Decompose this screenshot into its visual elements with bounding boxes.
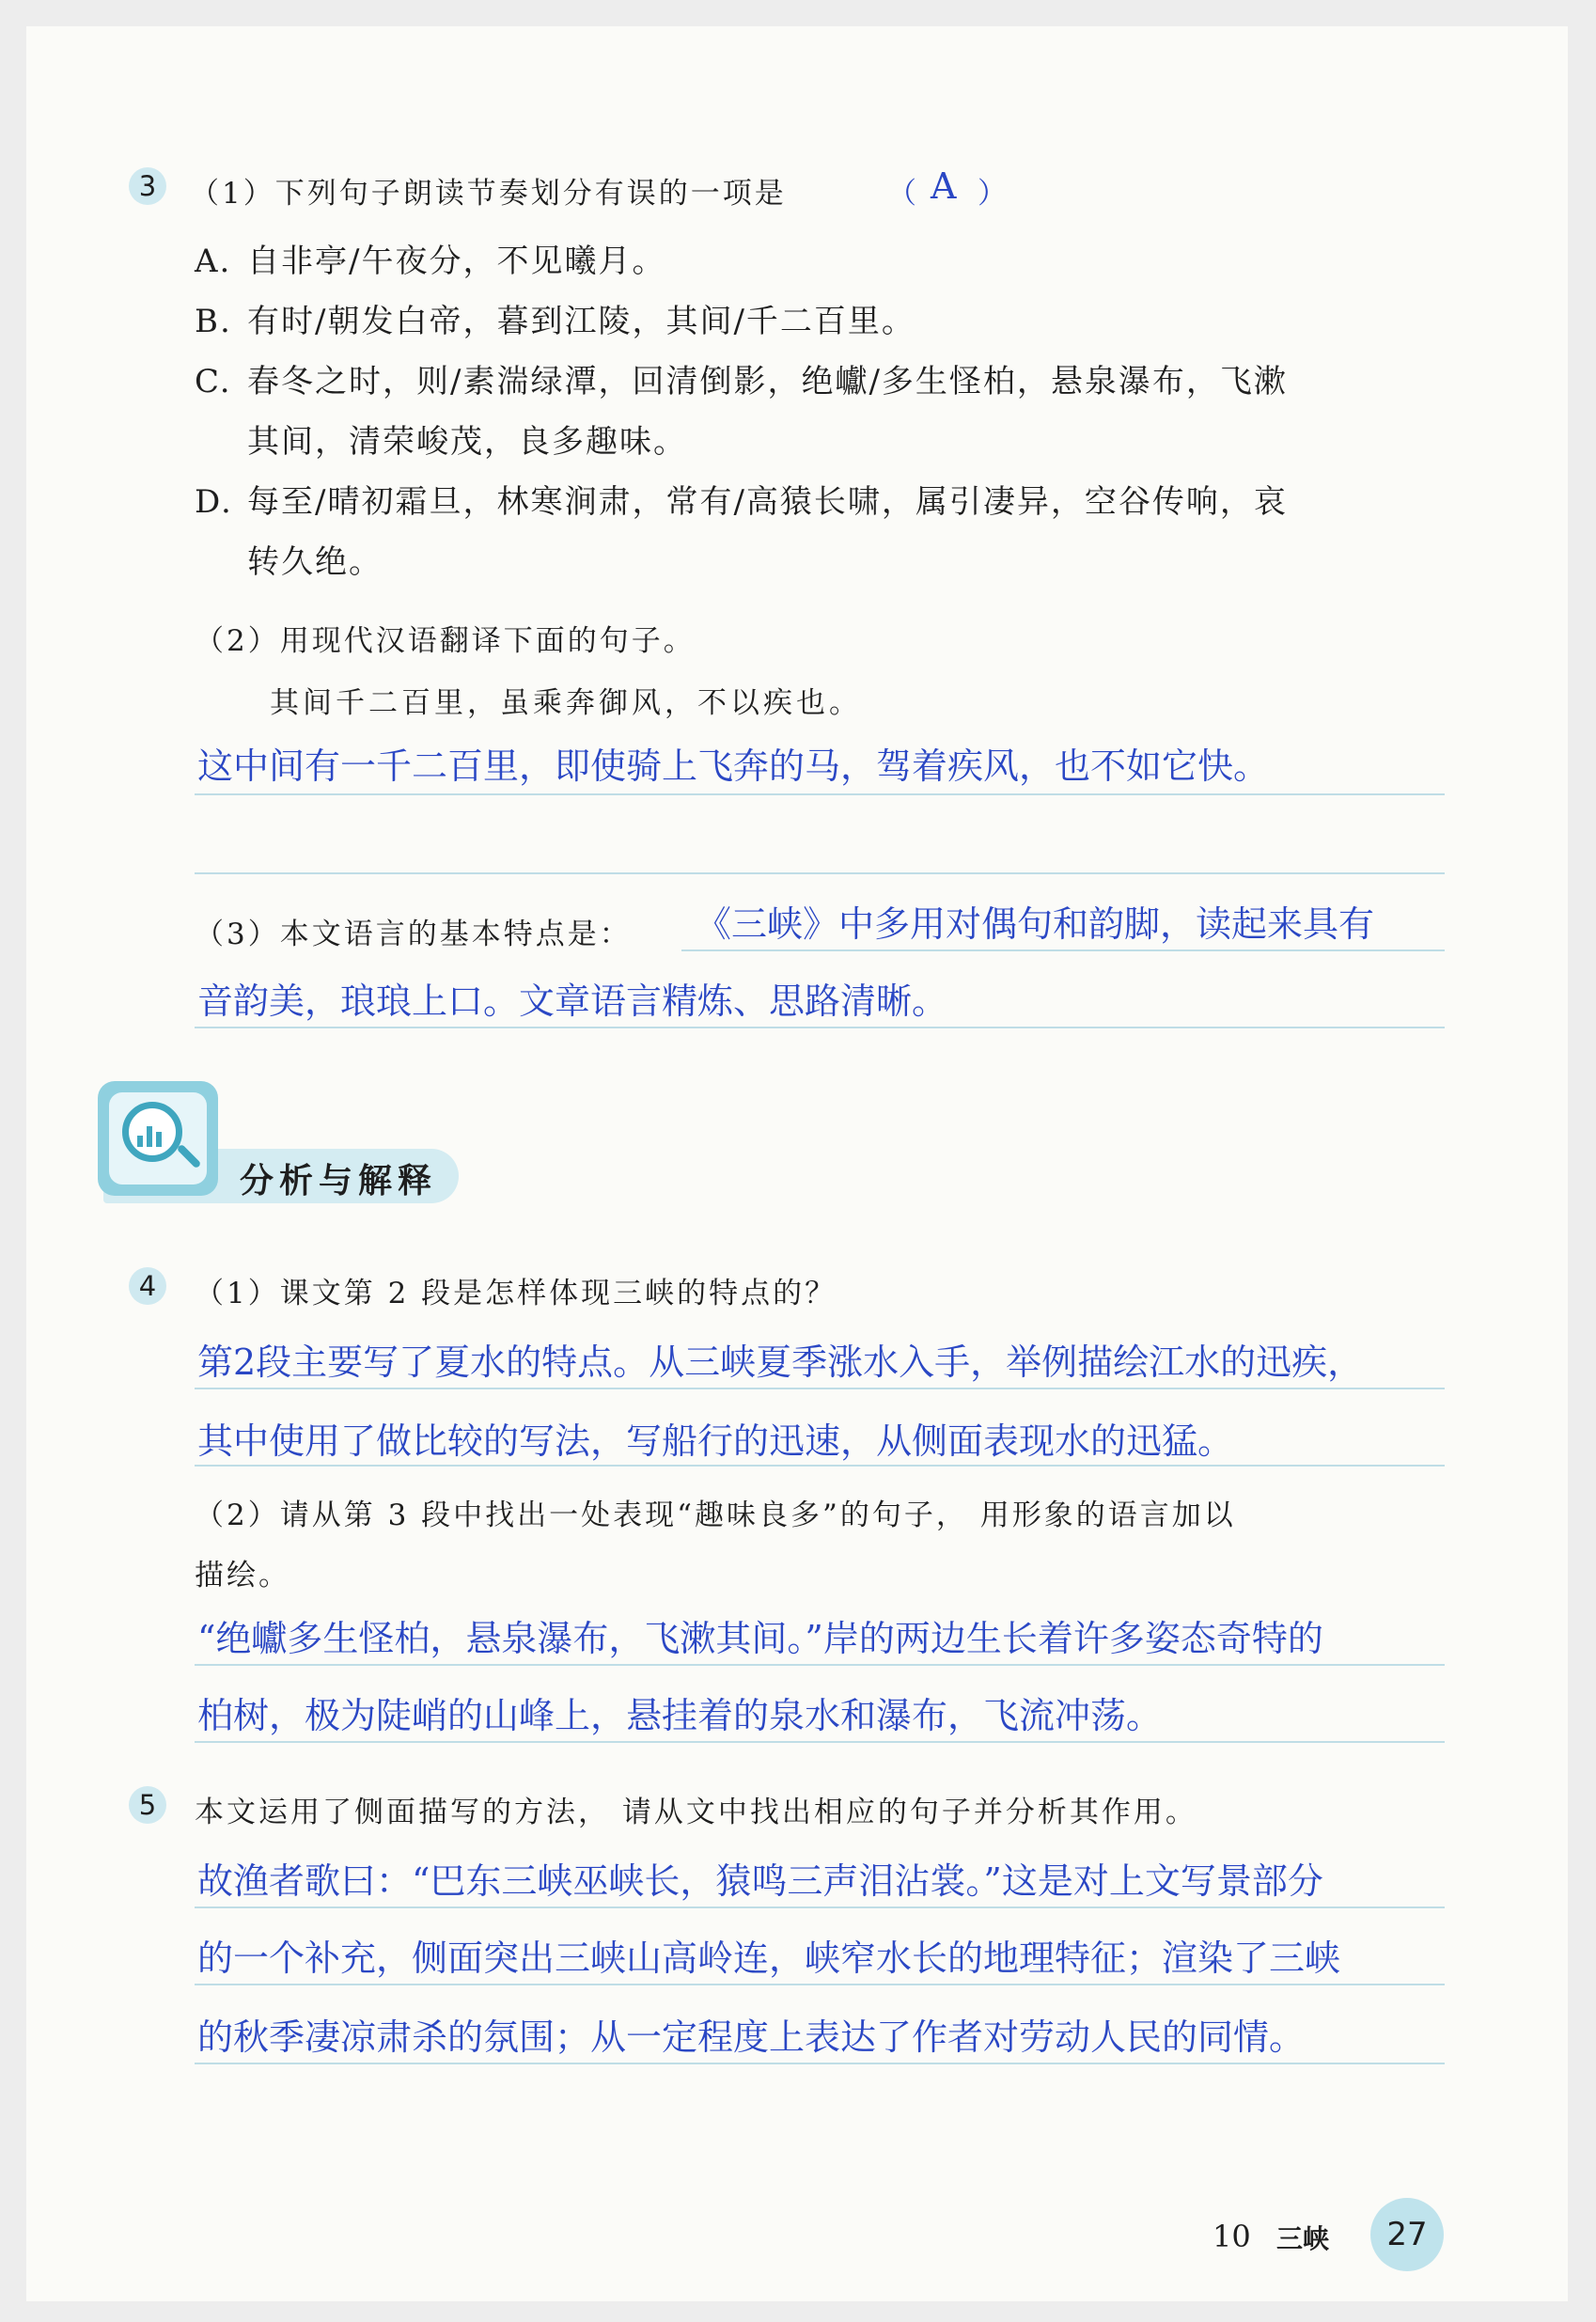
q5-answer-line2: 的一个补充，侧面突出三峡山高岭连，峡窄水长的地理特征；渲染了三峡 (197, 1938, 1341, 1979)
option-c-text: 春冬之时，则/素湍绿潭，回清倒影，绝巘/多生怪柏，悬泉瀑布，飞漱 (247, 363, 1288, 400)
q3-part1-prompt: （1）下列句子朗读节奏划分有误的一项是 (190, 177, 787, 211)
answer-line (195, 793, 1445, 795)
question-number-5: 5 (129, 1786, 166, 1824)
answer-line (681, 949, 1445, 951)
option-d-continuation: 转久绝。 (247, 543, 383, 581)
section-title: 分析与解释 (240, 1161, 438, 1200)
q5-answer-line3: 的秋季凄凉肃杀的氛围；从一定程度上表达了作者对劳动人民的同情。 (197, 2016, 1306, 2058)
q5-answer-line1: 故渔者歌曰：“巴东三峡巫峡长，猿鸣三声泪沾裳。”这是对上文写景部分 (197, 1860, 1323, 1902)
answer-line (195, 1741, 1445, 1743)
magnifier-chart-icon (98, 1081, 218, 1196)
q4-part2-prompt-line2: 描绘。 (195, 1559, 290, 1592)
answer-line (195, 872, 1445, 874)
q4-part1-answer-line1: 第2段主要写了夏水的特点。从三峡夏季涨水入手，举例描绘江水的迅疾， (197, 1341, 1364, 1383)
answer-line (195, 1465, 1445, 1467)
option-d (195, 476, 1288, 522)
q4-part2-answer-line1: “绝巘多生怪柏，悬泉瀑布，飞漱其间。”岸的两边生长着许多姿态奇特的 (197, 1618, 1323, 1659)
option-c (195, 355, 1288, 401)
answer-line (195, 1664, 1445, 1666)
option-b-text: 有时/朝发白帝，暮到江陵，其间/千二百里。 (247, 303, 915, 340)
answer-line (195, 1388, 1445, 1389)
answer-line (195, 2063, 1445, 2064)
q4-part2-answer-line2: 柏树，极为陡峭的山峰上，悬挂着的泉水和瀑布，飞流冲荡。 (197, 1695, 1163, 1736)
q3-part3-prompt: （3）本文语言的基本特点是： (195, 918, 632, 951)
option-b-letter: B. (195, 303, 232, 340)
question-number-3: 3 (129, 167, 166, 205)
lesson-number: 10 (1213, 2219, 1251, 2254)
q4-part1-prompt: （1）课文第 2 段是怎样体现三峡的特点的？ (195, 1277, 837, 1310)
q3-part3-answer-line1: 《三峡》中多用对偶句和韵脚，读起来具有 (696, 903, 1375, 945)
answer-line (195, 1906, 1445, 1908)
q3-part3-answer-line2: 音韵美，琅琅上口。文章语言精炼、思路清晰。 (197, 981, 948, 1022)
q3-part2-sentence: 其间千二百里，虽乘奔御风，不以疾也。 (270, 686, 862, 720)
lesson-title: 三峡 (1276, 2223, 1330, 2254)
q4-part2-prompt-line1: （2）请从第 3 段中找出一处表现“趣味良多”的句子， 用形象的语言加以 (195, 1498, 1236, 1532)
option-b (195, 295, 915, 341)
answer-line (195, 1027, 1445, 1028)
answer-line (195, 1984, 1445, 1985)
q3-part2-prompt: （2）用现代汉语翻译下面的句子。 (195, 624, 696, 658)
page-number: 27 (1370, 2198, 1444, 2271)
q5-prompt: 本文运用了侧面描写的方法， 请从文中找出相应的句子并分析其作用。 (195, 1796, 1197, 1829)
option-c-letter: C. (195, 363, 232, 400)
q3-part1-paren-open: （ (887, 177, 919, 211)
option-a-letter: A. (195, 243, 232, 280)
q4-part1-answer-line2: 其中使用了做比较的写法，写船行的迅速，从侧面表现水的迅猛。 (197, 1420, 1234, 1462)
q3-part1-answer: A (931, 165, 957, 207)
q3-part2-answer: 这中间有一千二百里，即使骑上飞奔的马，驾着疾风，也不如它快。 (197, 745, 1270, 787)
option-d-text: 每至/晴初霜旦，林寒涧肃，常有/高猿长啸，属引凄异，空谷传响，哀 (247, 483, 1288, 521)
option-a-text: 自非亭/午夜分，不见曦月。 (247, 243, 666, 280)
option-c-continuation: 其间，清荣峻茂，良多趣味。 (247, 423, 687, 461)
option-d-letter: D. (195, 483, 233, 521)
option-a (195, 235, 665, 281)
q3-part1-paren-close: ） (978, 177, 1009, 211)
question-number-4: 4 (129, 1267, 166, 1305)
